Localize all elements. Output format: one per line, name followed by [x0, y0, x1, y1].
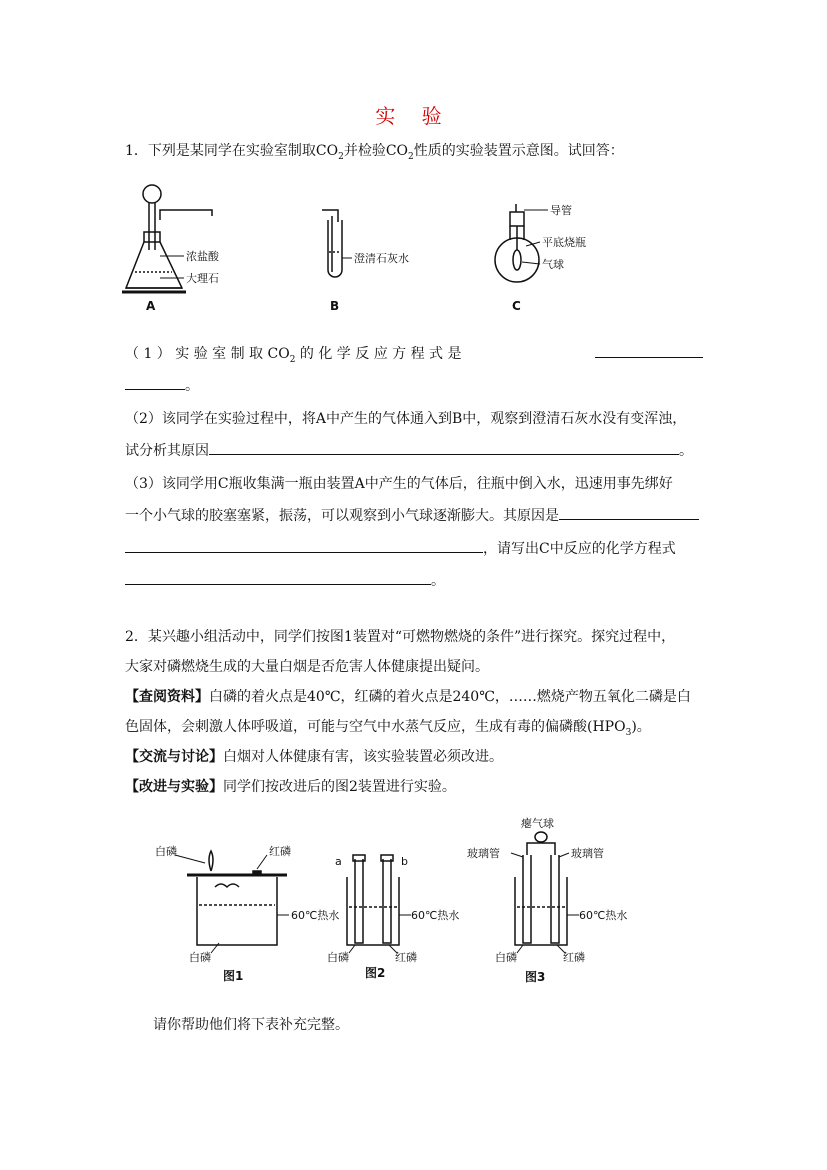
fig2-caption: 图2: [365, 966, 386, 980]
q1-part3-line2: [125, 505, 699, 525]
q1-p3-text2: ，请写出C中反应的化学方程式: [483, 541, 676, 557]
q1-p1-end: 。: [185, 378, 199, 394]
q1-part1-cont: [125, 375, 199, 395]
q2-line6: [125, 776, 456, 796]
q2-line5-text: 白烟对人体健康有害，该实验装置必须改进。: [223, 749, 503, 765]
q1-p3-text: 一个小气球的胶塞塞紧，振荡，可以观察到小气球逐渐膨大。其原因是: [125, 508, 559, 524]
answer-blank-1a[interactable]: [595, 343, 703, 358]
q2-heading-improve: 【改进与实验】: [125, 779, 223, 795]
fig3-balloon: 瘪气球: [521, 817, 554, 830]
label-c: C: [512, 299, 521, 313]
apparatus-figure-123: [155, 815, 635, 990]
q1-stem: [125, 140, 624, 162]
q1-part2-line2: [125, 440, 693, 460]
q1-stem-sub: 2: [338, 151, 344, 162]
q2-line5: [125, 746, 503, 766]
fig3-glass-tube-right: 玻璃管: [571, 847, 604, 860]
q2-heading-discuss: 【交流与讨论】: [125, 749, 223, 765]
fig2-hot-water: 60℃热水: [411, 909, 460, 922]
q1-p1-sub: 2: [289, 354, 296, 365]
q1-stem-text: 1．下列是某同学在实验室制取CO: [125, 143, 339, 159]
label-limewater: 澄清石灰水: [354, 252, 409, 265]
fig2-red-p: 红磷: [395, 951, 417, 964]
q1-stem-end: 性质的实验装置示意图。试回答：: [413, 143, 624, 159]
fig2-b: b: [401, 855, 408, 868]
q1-p2-text: 试分析其原因: [125, 443, 209, 459]
label-conc-hcl: 浓盐酸: [186, 250, 219, 263]
q1-p3-end: 。: [431, 573, 445, 589]
q1-stem-mid: 并检验CO: [343, 143, 409, 159]
fig3-red-p: 红磷: [563, 951, 585, 964]
fig2-a: a: [335, 855, 342, 868]
q2-heading-data: 【查阅资料】: [125, 689, 209, 705]
answer-blank-3a[interactable]: [559, 505, 699, 520]
answer-blank-2[interactable]: [209, 440, 679, 455]
figure-1: [187, 851, 287, 945]
fig1-caption: 图1: [223, 969, 244, 983]
figure-2: [347, 855, 399, 945]
fig1-hot-water: 60℃热水: [291, 909, 340, 922]
label-a: A: [146, 299, 156, 313]
q1-part3-line4: [125, 570, 445, 590]
fig3-glass-tube-left: 玻璃管: [467, 847, 500, 860]
answer-blank-3c[interactable]: [125, 570, 431, 585]
figure-3: [515, 832, 567, 945]
q1-part3-line3: [125, 538, 676, 558]
fig3-white-p: 白磷: [495, 951, 517, 964]
q2-line4: [125, 716, 651, 738]
label-b: B: [330, 299, 340, 313]
answer-blank-3b[interactable]: [125, 538, 483, 553]
fig1-white-p-bottom: 白磷: [189, 951, 211, 964]
q1-p1-text2: 的 化 学 反 应 方 程 式 是: [295, 346, 462, 362]
q2-line4-sub: 3: [625, 727, 632, 738]
fig3-caption: 图3: [525, 970, 546, 984]
q1-part2-line1: （2）该同学在实验过程中，将A中产生的气体通入到B中，观察到澄清石灰水没有变浑浊，: [125, 411, 687, 427]
label-marble: 大理石: [186, 272, 219, 285]
fig1-white-p-top: 白磷: [155, 845, 177, 858]
q2-last-line: 请你帮助他们将下表补充完整。: [153, 1017, 349, 1033]
q2-line6-text: 同学们按改进后的图2装置进行实验。: [223, 779, 456, 795]
label-balloon: 气球: [542, 258, 564, 271]
q2-line4-end: )。: [631, 719, 651, 735]
q1-stem-sub2: 2: [408, 151, 414, 162]
q1-p1-text: （ 1 ） 实 验 室 制 取 CO: [125, 346, 290, 362]
q1-part3-line1: （3）该同学用C瓶收集满一瓶由装置A中产生的气体后，往瓶中倒入水，迅速用事先绑好: [125, 476, 673, 492]
label-flask: 平底烧瓶: [542, 236, 586, 249]
page-title: 实 验: [375, 104, 452, 128]
q2-line1: 2．某兴趣小组活动中，同学们按图1装置对“可燃物燃烧的条件”进行探究。探究过程中，: [125, 629, 676, 645]
apparatus-b: [322, 210, 342, 277]
q2-line4-text: 色固体，会刺激人体呼吸道，可能与空气中水蒸气反应，生成有毒的偏磷酸(HPO: [125, 719, 626, 735]
q1-part1: [125, 343, 703, 365]
q2-line3-text: 白磷的着火点是40℃，红磷的着火点是240℃，……燃烧产物五氧化二磷是白: [209, 689, 691, 705]
label-tube: 导管: [550, 204, 572, 217]
fig2-white-p: 白磷: [327, 951, 349, 964]
fig3-hot-water: 60℃热水: [579, 909, 628, 922]
answer-blank-1b[interactable]: [125, 375, 185, 390]
q2-line3: [125, 686, 691, 706]
q2-line2: 大家对磷燃烧生成的大量白烟是否危害人体健康提出疑问。: [125, 659, 489, 675]
apparatus-figure-abc: [120, 180, 610, 315]
q1-p2-end: 。: [679, 443, 693, 459]
fig1-red-p: 红磷: [269, 845, 291, 858]
apparatus-c: [495, 204, 539, 282]
